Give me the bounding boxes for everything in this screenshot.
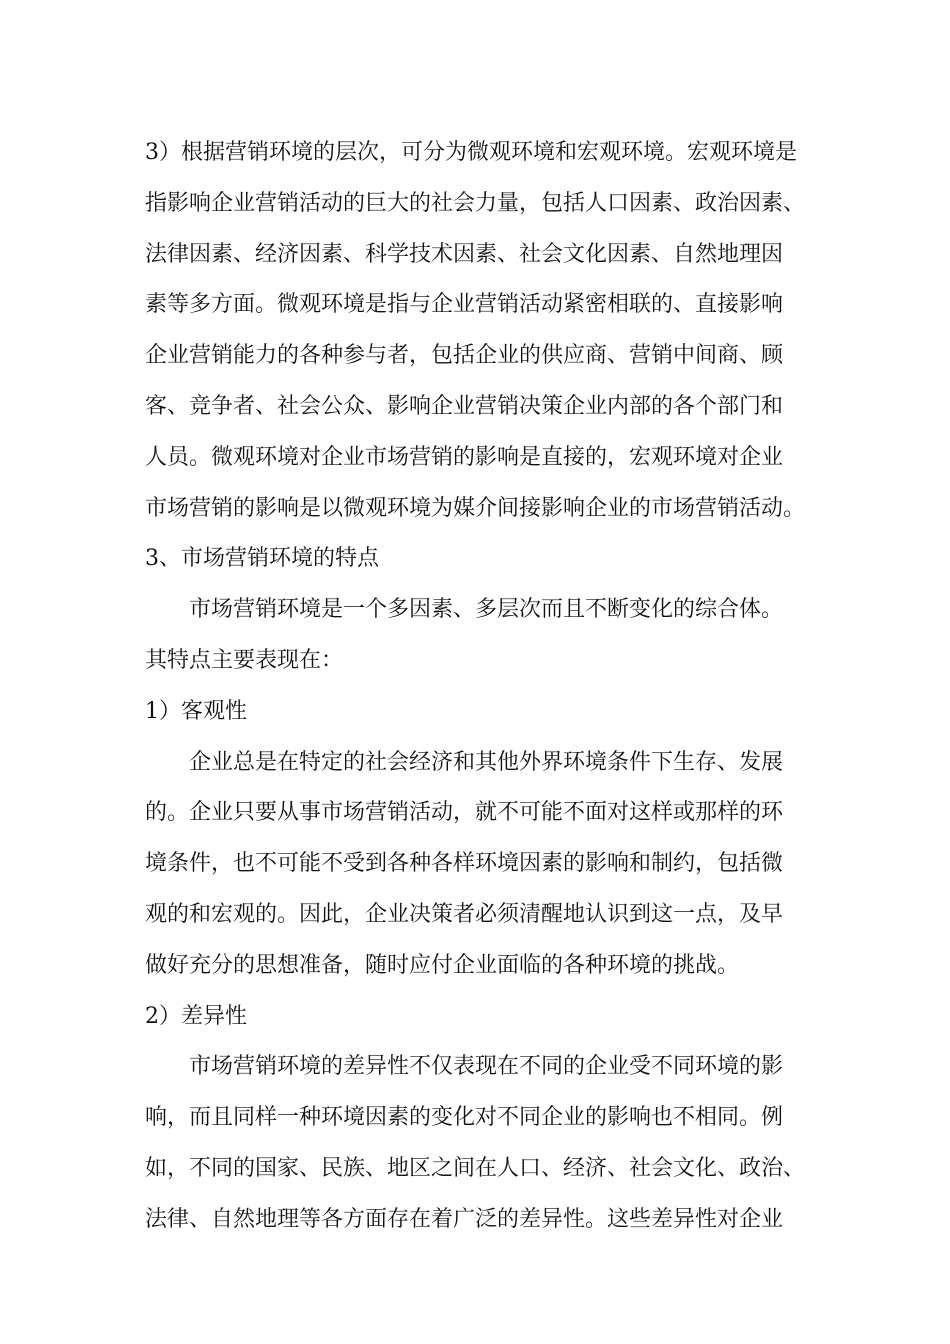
paragraph-line: 市场营销环境的差异性不仅表现在不同的企业受不同环境的影 [189, 1054, 784, 1080]
paragraph-line: 3）根据营销环境的层次，可分为微观环境和宏观环境。宏观环境是 [145, 140, 797, 165]
paragraph-line: 人员。微观环境对企业市场营销的影响是直接的，宏观环境对企业 [145, 444, 784, 470]
paragraph-line: 响，而且同样一种环境因素的变化对不同企业的影响也不相同。例 [145, 1105, 784, 1131]
document-body [145, 128, 810, 1246]
paragraph-line: 做好充分的思想准备，随时应付企业面临的各种环境的挑战。 [145, 952, 740, 978]
paragraph-line: 素等多方面。微观环境是指与企业营销活动紧密相联的、直接影响 [145, 292, 784, 318]
paragraph-line: 法律、自然地理等各方面存在着广泛的差异性。这些差异性对企业 [145, 1206, 784, 1232]
subsection-heading: 1）客观性 [145, 698, 247, 724]
paragraph-line: 企业营销能力的各种参与者，包括企业的供应商、营销中间商、顾 [145, 343, 784, 369]
paragraph-line: 其特点主要表现在： [145, 647, 344, 673]
subsection-heading: 2）差异性 [145, 1003, 247, 1029]
paragraph-line: 如，不同的国家、民族、地区之间在人口、经济、社会文化、政治、 [145, 1155, 806, 1181]
paragraph-line: 的。企业只要从事市场营销活动，就不可能不面对这样或那样的环 [145, 800, 784, 826]
paragraph-line: 市场营销的影响是以微观环境为媒介间接影响企业的市场营销活动。 [145, 495, 806, 521]
paragraph-line: 客、竞争者、社会公众、影响企业营销决策企业内部的各个部门和 [145, 393, 784, 419]
section-heading: 3、市场营销环境的特点 [145, 546, 379, 572]
paragraph-line: 法律因素、经济因素、科学技术因素、社会文化因素、自然地理因 [145, 241, 784, 267]
paragraph-line: 观的和宏观的。因此，企业决策者必须清醒地认识到这一点，及早 [145, 901, 784, 927]
paragraph-line: 企业总是在特定的社会经济和其他外界环境条件下生存、发展 [189, 749, 784, 775]
paragraph-line: 市场营销环境是一个多因素、多层次而且不断变化的综合体。 [189, 597, 784, 623]
paragraph-line: 境条件，也不可能不受到各种各样环境因素的影响和制约，包括微 [145, 851, 784, 877]
paragraph-line: 指影响企业营销活动的巨大的社会力量，包括人口因素、政治因素、 [145, 190, 806, 216]
